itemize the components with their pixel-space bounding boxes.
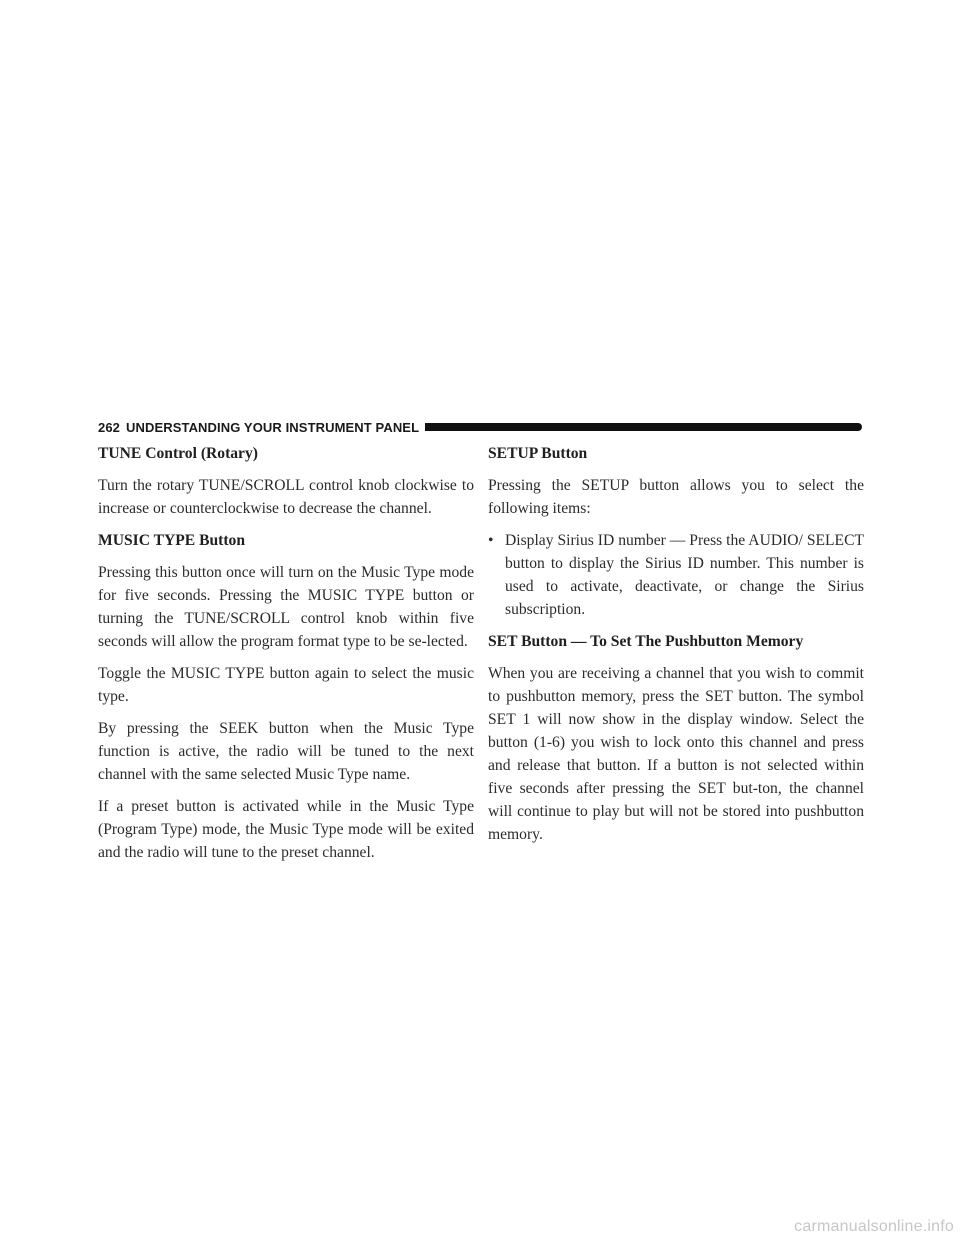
list-item-text: Display Sirius ID number — Press the AUDIO/ SELECT button to display the Sirius ID number. This number is used to activate, deactivate, or change the Sirius subscription.	[505, 532, 864, 618]
section-title: UNDERSTANDING YOUR INSTRUMENT PANEL	[126, 419, 420, 435]
bullet-icon: •	[488, 532, 494, 549]
music-type-paragraph-2: Toggle the MUSIC TYPE button again to select the music type.	[98, 665, 474, 705]
music-type-paragraph-4: If a preset button is activated while in the Music Type (Program Type) mode, the Music Type mode will be exited and the radio will tune to the preset channel.	[98, 798, 474, 861]
header-rule	[425, 423, 862, 431]
left-column	[98, 442, 474, 873]
tune-control-paragraph: Turn the rotary TUNE/SCROLL control knob clockwise to increase or counterclockwise to decrease the channel.	[98, 477, 474, 517]
music-type-heading: MUSIC TYPE Button	[98, 532, 246, 549]
watermark: carmanualsonline.info	[794, 1218, 954, 1235]
set-button-paragraph: When you are receiving a channel that you wish to commit to pushbutton memory, press the SET button. The symbol SET 1 will now show in the display window. Select the button (1-6) you wish to lock onto this channel and press and release that button. If a button is not selected within five seconds after pressing the SET but-ton, the channel will continue to play but will not be stored into pushbutton memory.	[488, 665, 864, 843]
page-number: 262	[98, 419, 120, 435]
music-type-paragraph-3: By pressing the SEEK button when the Music Type function is active, the radio will be tuned to the next channel with the same selected Music Type name.	[98, 720, 474, 783]
setup-button-paragraph: Pressing the SETUP button allows you to select the following items:	[488, 477, 864, 517]
setup-button-heading: SETUP Button	[488, 445, 588, 462]
set-button-heading: SET Button — To Set The Pushbutton Memory	[488, 633, 804, 650]
right-column	[488, 442, 864, 855]
page-header	[98, 419, 862, 435]
music-type-paragraph-1: Pressing this button once will turn on the Music Type mode for five seconds. Pressing the MUSIC TYPE button or turning the TUNE/SCROLL control knob within five seconds will allow the program format type to be se-lected.	[98, 564, 474, 650]
list-item	[488, 529, 864, 621]
tune-control-heading: TUNE Control (Rotary)	[98, 445, 258, 462]
